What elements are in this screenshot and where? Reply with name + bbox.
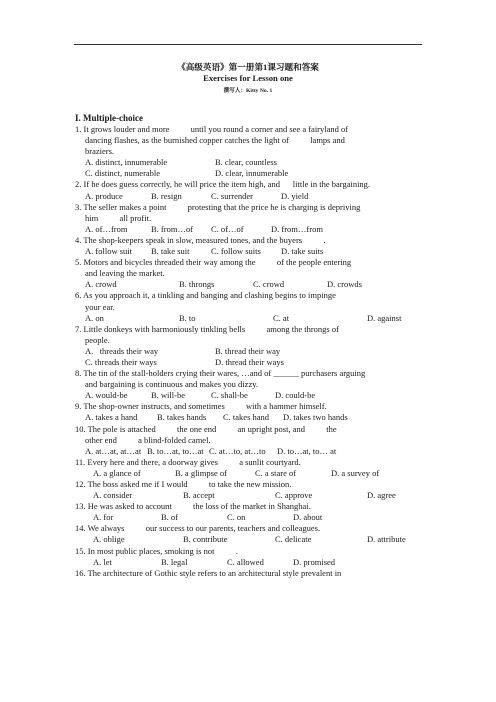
option-row bbox=[75, 191, 425, 202]
question-item bbox=[75, 546, 425, 568]
answer-option[interactable]: C. at…to, at…to bbox=[209, 445, 266, 456]
question-item bbox=[75, 501, 425, 523]
answer-option[interactable]: D. about bbox=[293, 512, 323, 523]
option-row bbox=[75, 390, 425, 401]
answer-option[interactable]: A. of…from bbox=[85, 223, 128, 234]
question-text: 13. He was asked to account the loss of the market in Shanghai. bbox=[75, 501, 311, 512]
answer-option[interactable]: C. of…of bbox=[211, 223, 244, 234]
document-author: 撰写人：Kitty No. 1 bbox=[223, 88, 273, 94]
option-row bbox=[75, 468, 425, 479]
answer-option[interactable]: A. oblige bbox=[93, 534, 125, 545]
answer-option[interactable]: A. produce bbox=[85, 190, 123, 201]
option-row bbox=[75, 279, 425, 290]
option-row bbox=[75, 490, 425, 501]
answer-option[interactable]: C. shall-be bbox=[211, 390, 248, 401]
question-item bbox=[75, 257, 425, 290]
question-text: 2. If he does guess correctly, he will price the item high, and little in the bargaining. bbox=[75, 179, 371, 190]
answer-option[interactable]: D. crowds bbox=[327, 279, 362, 290]
answer-option[interactable]: A. would-be bbox=[85, 390, 128, 401]
answer-option[interactable]: D. take suits bbox=[281, 246, 324, 257]
answer-option[interactable]: A. takes a hand bbox=[85, 412, 138, 423]
answer-option[interactable]: B. from…of bbox=[151, 223, 194, 234]
question-text-continued: your ear. bbox=[85, 301, 115, 312]
answer-option[interactable]: A. on bbox=[85, 312, 104, 323]
answer-option[interactable]: B. throngs bbox=[179, 279, 215, 290]
answer-option[interactable]: C. threads their ways bbox=[85, 356, 157, 367]
answer-option[interactable]: B. to…at, to…at bbox=[147, 445, 204, 456]
question-text-continued: dancing flashes, as the burnished copper catches the light of lamps and bbox=[85, 135, 345, 146]
answer-option[interactable]: C. allowed bbox=[227, 556, 264, 567]
answer-option[interactable]: A. distinct, innumerable bbox=[85, 157, 168, 168]
answer-option[interactable]: A. threads their way bbox=[85, 345, 159, 356]
answer-option[interactable]: D. against bbox=[367, 312, 402, 323]
option-row bbox=[75, 446, 425, 457]
answer-option[interactable]: C. surrender bbox=[211, 190, 254, 201]
question-text: 15. In most public places, smoking is not . bbox=[75, 545, 238, 556]
option-row bbox=[75, 357, 425, 368]
answer-option[interactable]: C. at bbox=[273, 312, 290, 323]
document-title: 《高级英语》第一册第1课习题和答案 bbox=[177, 62, 319, 72]
question-text: 9. The shop-owner instructs, and sometimes with a hammer himself. bbox=[75, 401, 327, 412]
question-item bbox=[75, 290, 425, 323]
answer-option[interactable]: A. let bbox=[93, 556, 112, 567]
answer-option[interactable]: D. takes two hands bbox=[283, 412, 348, 423]
answer-option[interactable]: B. take suit bbox=[151, 246, 190, 257]
answer-option[interactable]: C. takes hand bbox=[223, 412, 270, 423]
question-item bbox=[75, 179, 425, 201]
answer-option[interactable]: B. thread their way bbox=[215, 345, 281, 356]
question-text-continued: people. bbox=[85, 334, 110, 345]
answer-option[interactable]: B. resign bbox=[151, 190, 182, 201]
answer-option[interactable]: C. crowd bbox=[253, 279, 285, 290]
question-item bbox=[75, 368, 425, 401]
option-row bbox=[75, 346, 425, 357]
question-text: 12. The boss asked me if I would to take the new mission. bbox=[75, 479, 292, 489]
answer-option[interactable]: C. follow suits bbox=[211, 246, 261, 257]
question-text: 8. The tin of the stall-holders crying their wares, …and of ______ purchasers arguing bbox=[75, 368, 366, 379]
option-row bbox=[75, 224, 425, 235]
question-text: 6. As you approach it, a tinkling and banging and clashing begins to impinge bbox=[75, 290, 336, 301]
option-row bbox=[75, 157, 425, 168]
question-item bbox=[75, 568, 425, 579]
answer-option[interactable]: C. approve bbox=[275, 490, 313, 501]
answer-option[interactable]: C. delicate bbox=[275, 534, 312, 545]
option-row bbox=[75, 246, 425, 257]
question-item bbox=[75, 324, 425, 368]
answer-option[interactable]: D. yield bbox=[281, 190, 309, 201]
answer-option[interactable]: C. a stare of bbox=[255, 467, 297, 478]
question-text: 5. Motors and bicycles threaded their way among the of the people entering bbox=[75, 257, 352, 268]
answer-option[interactable]: A. follow suit bbox=[85, 246, 132, 257]
answer-option[interactable]: A. a glance of bbox=[93, 467, 141, 478]
option-row bbox=[75, 168, 425, 179]
answer-option[interactable]: D. clear, innumerable bbox=[215, 168, 289, 179]
section-heading: I. Multiple-choice bbox=[75, 113, 143, 123]
question-text: 10. The pole is attached the one end an upright post, and the bbox=[75, 423, 337, 434]
answer-option[interactable]: B. accept bbox=[183, 490, 215, 501]
answer-option[interactable]: D. from…from bbox=[271, 223, 323, 234]
answer-option[interactable]: C. on bbox=[227, 512, 246, 523]
answer-option[interactable]: A. at…at, at…at bbox=[85, 445, 142, 456]
option-row bbox=[75, 313, 425, 324]
answer-option[interactable]: D. a survey of bbox=[331, 467, 380, 478]
answer-option[interactable]: B. takes hands bbox=[157, 412, 207, 423]
question-item bbox=[75, 424, 425, 457]
question-text: 4. The shop-keepers speak in slow, measured tones, and the buyers . bbox=[75, 234, 326, 245]
question-text-continued: other end a blind-folded camel. bbox=[85, 434, 211, 445]
answer-option[interactable]: B. legal bbox=[161, 556, 188, 567]
question-text: 16. The architecture of Gothic style refers to an architectural style prevalent in bbox=[75, 567, 342, 578]
answer-option[interactable]: B. will-be bbox=[151, 390, 185, 401]
question-item bbox=[75, 124, 425, 179]
answer-option[interactable]: B. to bbox=[179, 312, 196, 323]
question-text-continued: braziers. bbox=[85, 146, 115, 157]
question-text-continued: and leaving the market. bbox=[85, 268, 165, 279]
question-text: 1. It grows louder and more until you round a corner and see a fairyland of bbox=[75, 124, 349, 134]
question-item bbox=[75, 523, 425, 545]
answer-option[interactable]: D. agree bbox=[367, 490, 396, 501]
header-rule bbox=[74, 44, 422, 45]
question-text: 14. We always our success to our parents, teachers and colleagues. bbox=[75, 523, 321, 534]
question-text: 3. The seller makes a point protesting that the price he is charging is depriving bbox=[75, 201, 361, 212]
answer-option[interactable]: B. of bbox=[161, 512, 178, 523]
answer-option[interactable]: B. a glimpse of bbox=[175, 467, 227, 478]
question-text: 11. Every here and there, a doorway gives a sunlit courtyard. bbox=[75, 456, 301, 467]
answer-option[interactable]: D. attribute bbox=[367, 534, 406, 545]
answer-option[interactable]: C. distinct, numerable bbox=[85, 168, 161, 179]
answer-option[interactable]: D. could-be bbox=[275, 390, 316, 401]
answer-option[interactable]: A. for bbox=[93, 512, 114, 523]
answer-option[interactable]: B. contribute bbox=[183, 534, 228, 545]
question-item bbox=[75, 235, 425, 257]
answer-option[interactable]: A. consider bbox=[93, 490, 133, 501]
answer-option[interactable]: A. crowd bbox=[85, 279, 117, 290]
answer-option[interactable]: D. thread their ways bbox=[215, 356, 284, 367]
answer-option[interactable]: D. promised bbox=[293, 556, 336, 567]
question-item bbox=[75, 457, 425, 479]
question-item bbox=[75, 202, 425, 235]
answer-option[interactable]: B. clear, countless bbox=[215, 157, 277, 168]
answer-option[interactable]: D. to…at, to… at bbox=[277, 445, 337, 456]
option-row bbox=[75, 512, 425, 523]
option-row bbox=[75, 557, 425, 568]
question-text-continued: and bargaining is continuous and makes you dizzy. bbox=[85, 379, 259, 390]
question-item bbox=[75, 401, 425, 423]
question-text: 7. Little donkeys with harmoniously tinkling bells among the throngs of bbox=[75, 323, 339, 334]
question-item bbox=[75, 479, 425, 501]
option-row bbox=[75, 534, 425, 545]
question-text-continued: him all profit. bbox=[85, 212, 152, 223]
question-list bbox=[75, 124, 425, 579]
option-row bbox=[75, 412, 425, 423]
document-subtitle: Exercises for Lesson one bbox=[203, 73, 293, 83]
